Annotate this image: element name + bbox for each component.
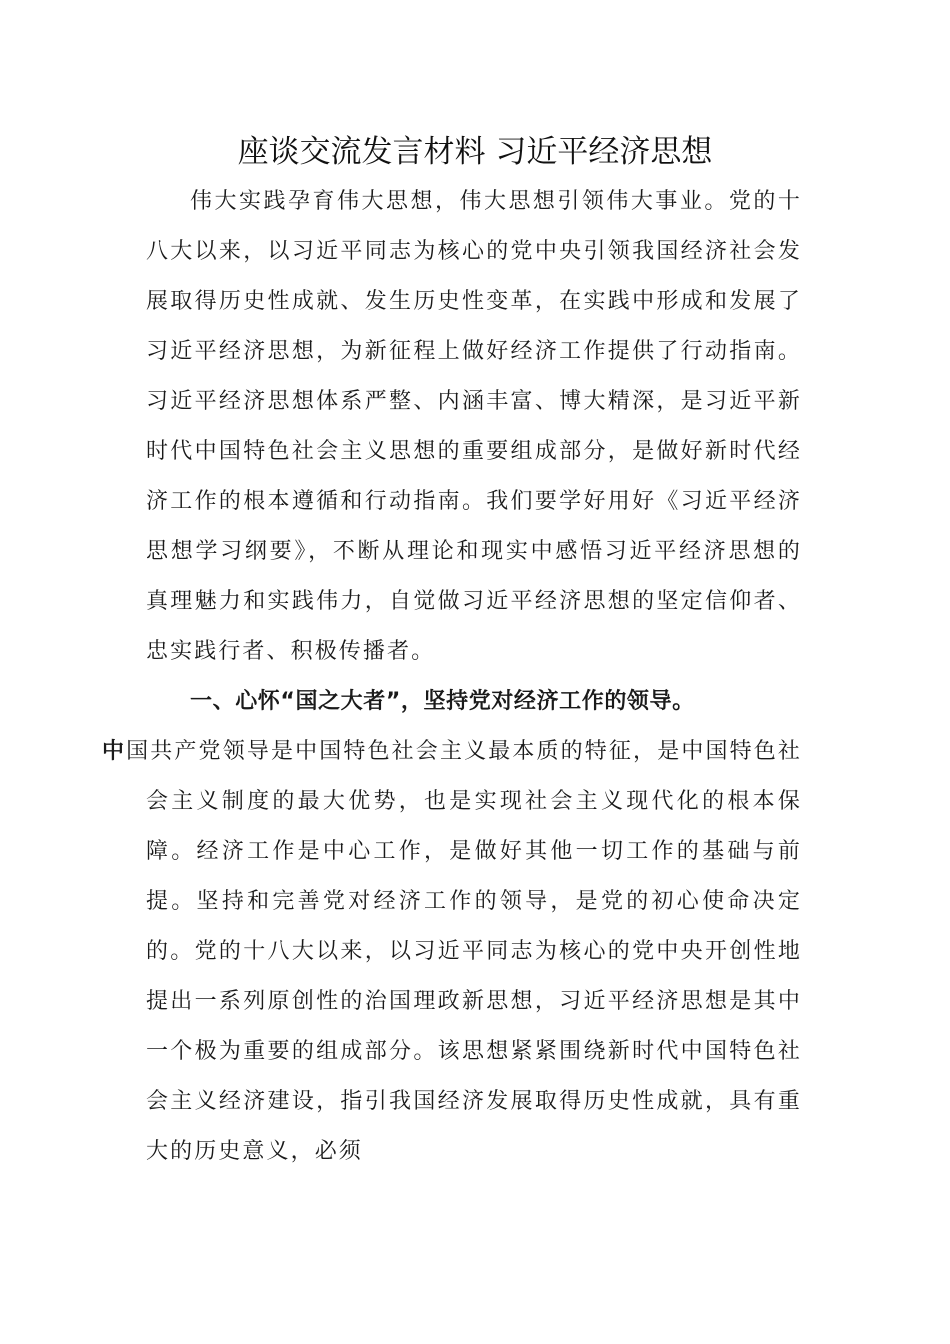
intro-paragraph: 伟大实践孕育伟大思想，伟大思想引领伟大事业。党的十八大以来，以习近平同志为核心的党中央引领我国经济社会发展取得历史性成就、发生历史性变革，在实践中形成和发展了习近平经济思想，为新征程上做好经济工作提供了行动指南。习近平经济思想体系严整、内涵丰富、博大精深，是习近平新时代中国特色社会主义思想的重要组成部分，是做好新时代经济工作的根本遵循和行动指南。我们要学好用好《习近平经济思想学习纲要》，不断从理论和现实中感悟习近平经济思想的真理魅力和实践伟力，自觉做习近平经济思想的坚定信仰者、忠实践行者、积极传播者。 [146, 189, 802, 664]
section-1-heading: 一、心怀“国之大者”，坚持党对经济工作的领导。 [190, 689, 695, 714]
document-body [102, 177, 802, 1177]
document-title: 座谈交流发言材料 习近平经济思想 [237, 134, 713, 170]
section-1-lead-char: 中 [102, 739, 127, 764]
section-1-paragraph [102, 677, 802, 1177]
section-1-body: 国共产党领导是中国特色社会主义最本质的特征，是中国特色社会主义制度的最大优势，也是实现社会主义现代化的根本保障。经济工作是中心工作，是做好其他一切工作的基础与前提。坚持和完善党对经济工作的领导，是党的初心使命决定的。党的十八大以来，以习近平同志为核心的党中央开创性地提出一系列原创性的治国理政新思想，习近平经济思想是其中一个极为重要的组成部分。该思想紧紧围绕新时代中国特色社会主义经济建设，指引我国经济发展取得历史性成就，具有重大的历史意义，必须 [126, 739, 802, 1164]
